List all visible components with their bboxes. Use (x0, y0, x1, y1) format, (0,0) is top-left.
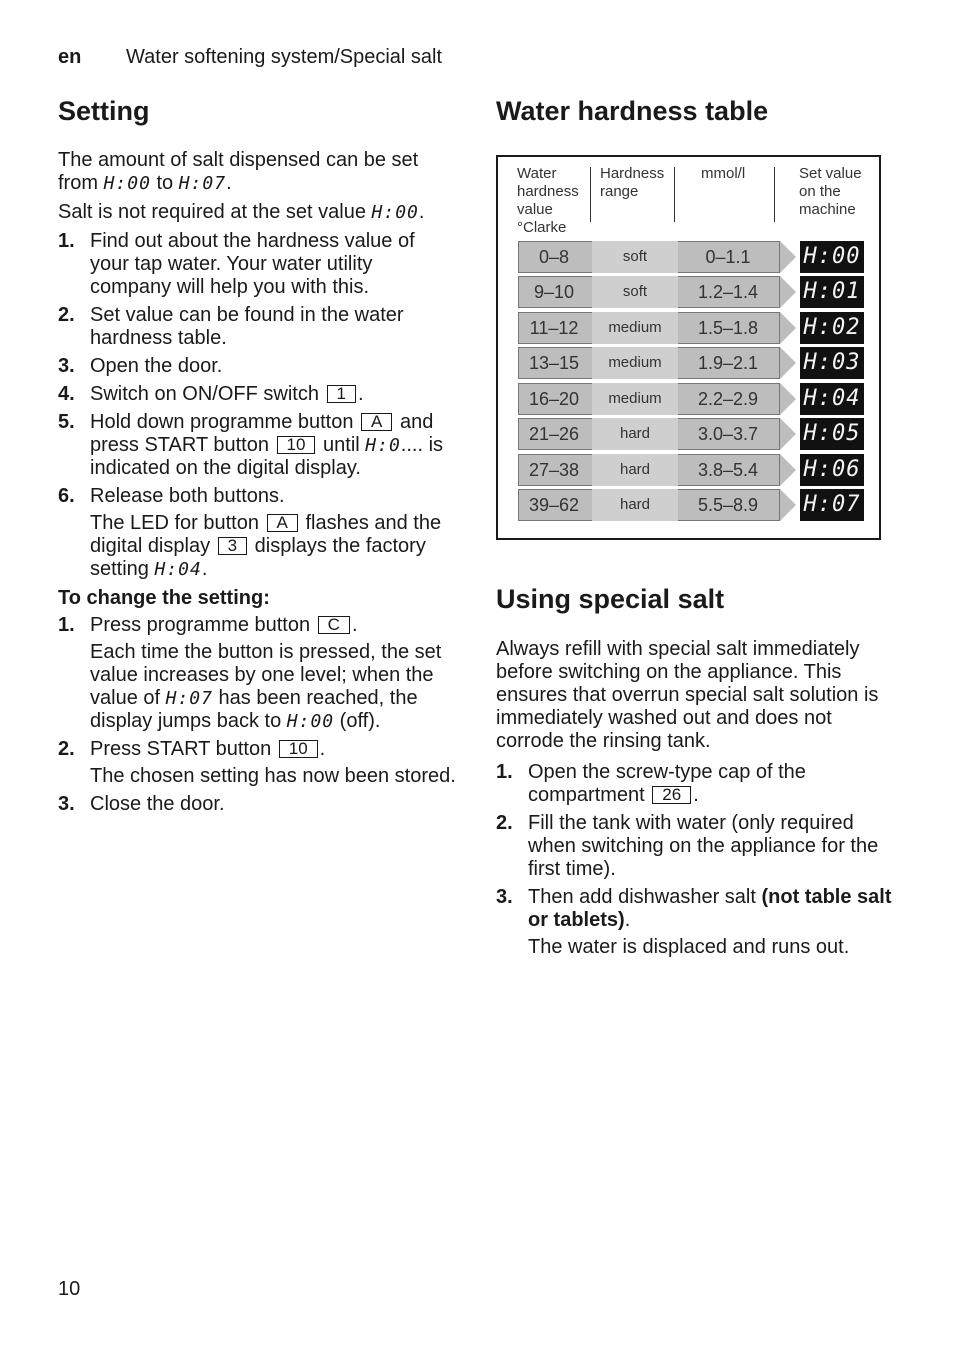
step-number: 6. (58, 485, 75, 507)
running-header: Water softening system/Special salt (126, 46, 443, 68)
header-line: Water (517, 165, 557, 182)
range-cell: medium (592, 347, 678, 379)
step-number: 3. (58, 793, 75, 815)
step-number: 4. (58, 383, 75, 405)
step-text: Press programme button (90, 614, 316, 636)
segment-value: H:04 (154, 559, 202, 580)
step-number: 2. (496, 812, 513, 834)
salt-section (496, 638, 896, 964)
header-line: hardness (517, 183, 579, 200)
list-item (58, 614, 458, 733)
header-setting (799, 165, 862, 219)
arrow-tip (780, 489, 796, 521)
range-cell: hard (592, 454, 678, 486)
arrow-tip (780, 383, 796, 415)
table-row (518, 276, 864, 308)
text: Salt is not required at the set value (58, 201, 372, 223)
column-divider (674, 167, 675, 222)
mmol-cell: 0–1.1 (705, 247, 751, 267)
mmol-cell: 5.5–8.9 (697, 495, 759, 515)
setting-no-salt (58, 201, 458, 224)
setting-display: H:00 (800, 241, 864, 273)
step-text: and press START button (90, 411, 434, 456)
water-hardness-table (496, 155, 881, 540)
step-number: 3. (58, 355, 75, 377)
mmol-cell: 1.5–1.8 (697, 318, 759, 338)
reference-box: C (318, 616, 350, 634)
range-cell: soft (592, 241, 678, 273)
segment-value: H:07 (178, 173, 227, 194)
range-cell: medium (592, 312, 678, 344)
step-text: has been reached, the display jumps back to (90, 687, 418, 732)
step-text: Close the door. (90, 793, 225, 815)
segment-value: H:00 (286, 711, 335, 732)
header-line: value (517, 201, 553, 218)
step-text: Set value can be found in the water hardness table. (90, 304, 404, 349)
arrow-tip (780, 454, 796, 486)
table-heading: Water hardness table (496, 96, 769, 126)
reference-box: A (267, 514, 298, 532)
table-row (518, 489, 864, 521)
header-line: Set value (799, 165, 862, 182)
reference-box: 26 (652, 786, 691, 804)
setting-display: H:05 (800, 418, 864, 450)
header-line: Hardness (600, 165, 665, 182)
clarke-cell: 0–8 (538, 247, 570, 267)
segment-value: H:07 (165, 688, 213, 709)
step-number: 1. (58, 230, 75, 252)
arrow-tip (780, 276, 796, 308)
text: to (150, 172, 179, 194)
clarke-cell: 13–15 (528, 353, 580, 373)
mmol-cell: 3.8–5.4 (697, 460, 759, 480)
step-text: .... is indicated on the digital display. (90, 434, 444, 479)
step-text: The LED for button (90, 512, 265, 534)
arrow-tip (780, 241, 796, 273)
table-row (518, 454, 864, 486)
step-continuation (90, 641, 458, 733)
list-item (58, 738, 458, 788)
step-number: 5. (58, 411, 75, 433)
header-mmol (701, 165, 745, 183)
list-item (496, 761, 896, 807)
range-cell: medium (592, 383, 678, 415)
step-text: Open the screw-type cap of the compartment (528, 761, 806, 806)
setting-intro (58, 149, 458, 195)
column-divider (774, 167, 775, 222)
mmol-cell: 1.2–1.4 (697, 282, 759, 302)
header-line: range (600, 183, 639, 200)
step-text: . (357, 383, 364, 405)
reference-box: 3 (218, 537, 247, 555)
table-row (518, 418, 864, 450)
mmol-cell: 3.0–3.7 (697, 424, 759, 444)
list-item (58, 304, 458, 350)
step-text: Open the door. (90, 355, 223, 377)
mmol-cell: 1.9–2.1 (697, 353, 759, 373)
setting-section (58, 149, 458, 821)
header-clarke (517, 165, 579, 237)
setting-display: H:03 (800, 347, 864, 379)
range-cell: hard (592, 489, 678, 521)
table-row (518, 312, 864, 344)
language-code: en (58, 46, 82, 68)
step-text: . (624, 909, 631, 931)
change-steps (58, 614, 458, 816)
arrow-tip (780, 418, 796, 450)
segment-value: H:00 (103, 173, 151, 194)
step-number: 2. (58, 304, 75, 326)
step-continuation: The chosen setting has now been stored. (90, 765, 456, 787)
list-item (496, 886, 896, 959)
salt-intro: Always refill with special salt immediately before switching on the appliance. This ensures that overrun special salt solution is immediately washed out and does not corrode the rinsing tank. (496, 638, 879, 752)
list-item (58, 383, 458, 406)
list-item (58, 355, 458, 378)
step-number: 1. (58, 614, 75, 636)
header-line: on the (799, 183, 841, 200)
reference-box: 1 (327, 385, 356, 403)
header-range (600, 165, 664, 201)
salt-heading: Using special salt (496, 584, 725, 614)
reference-box: 10 (279, 740, 318, 758)
step-text: Hold down programme button (90, 411, 360, 433)
clarke-cell: 39–62 (528, 495, 580, 515)
table-row (518, 241, 864, 273)
reference-box: A (361, 413, 392, 431)
setting-display: H:02 (800, 312, 864, 344)
header-line: machine (799, 201, 856, 218)
setting-display: H:01 (800, 276, 864, 308)
step-text: (off). (334, 710, 381, 732)
step-number: 3. (496, 886, 513, 908)
change-setting-heading: To change the setting: (58, 587, 270, 609)
step-text: Press START button (90, 738, 277, 760)
list-item (58, 793, 458, 816)
setting-display: H:07 (800, 489, 864, 521)
step-continuation: The water is displaced and runs out. (528, 936, 850, 958)
list-item (58, 230, 458, 299)
text: . (226, 172, 232, 194)
clarke-cell: 21–26 (528, 424, 580, 444)
step-text: Release both buttons. (90, 485, 285, 507)
step-text: . (319, 738, 326, 760)
text: The amount of salt dispensed can be set from (58, 149, 419, 194)
segment-value: H:0 (365, 435, 401, 456)
step-number: 2. (58, 738, 75, 760)
page-number: 10 (58, 1278, 81, 1300)
step-text: Find out about the hardness value of your tap water. Your water utility company will help you with this. (90, 230, 415, 298)
list-item (58, 485, 458, 581)
list-item (58, 411, 458, 480)
step-text: until (317, 434, 366, 456)
header-line: °Clarke (517, 219, 567, 236)
arrow-tip (780, 347, 796, 379)
table-row (518, 347, 864, 379)
segment-value: H:00 (371, 202, 419, 223)
step-text: flashes and the digital display (90, 512, 442, 557)
step-text: . (693, 784, 699, 806)
step-text: displays the factory setting (90, 535, 426, 580)
clarke-cell: 11–12 (529, 318, 579, 338)
step-text: Each time the button is pressed, the set value increases by one level; when the value of (90, 641, 442, 709)
header-line: mmol/l (701, 165, 746, 182)
table-row (518, 383, 864, 415)
step-text: Switch on ON/OFF switch (90, 383, 325, 405)
setting-display: H:06 (800, 454, 864, 486)
list-item (496, 812, 896, 881)
reference-box: 10 (277, 436, 316, 454)
range-cell: hard (592, 418, 678, 450)
text: . (418, 201, 425, 223)
arrow-tip (780, 312, 796, 344)
step-number: 1. (496, 761, 513, 783)
step-text: . (201, 558, 208, 580)
step-text: Fill the tank with water (only required when switching on the appliance for the first time). (528, 812, 879, 880)
column-divider (590, 167, 591, 222)
step-emphasis: (not table salt or tablets) (528, 886, 892, 931)
step-continuation (90, 512, 458, 581)
salt-steps (496, 761, 896, 959)
step-text: Then add dishwasher salt (528, 886, 762, 908)
clarke-cell: 9–10 (533, 282, 575, 302)
step-text: . (351, 614, 358, 636)
setting-heading: Setting (58, 96, 150, 126)
mmol-cell: 2.2–2.9 (697, 389, 759, 409)
setting-display: H:04 (800, 383, 864, 415)
clarke-cell: 27–38 (528, 460, 580, 480)
clarke-cell: 16–20 (528, 389, 580, 409)
range-cell: soft (592, 276, 678, 308)
setting-steps (58, 230, 458, 581)
